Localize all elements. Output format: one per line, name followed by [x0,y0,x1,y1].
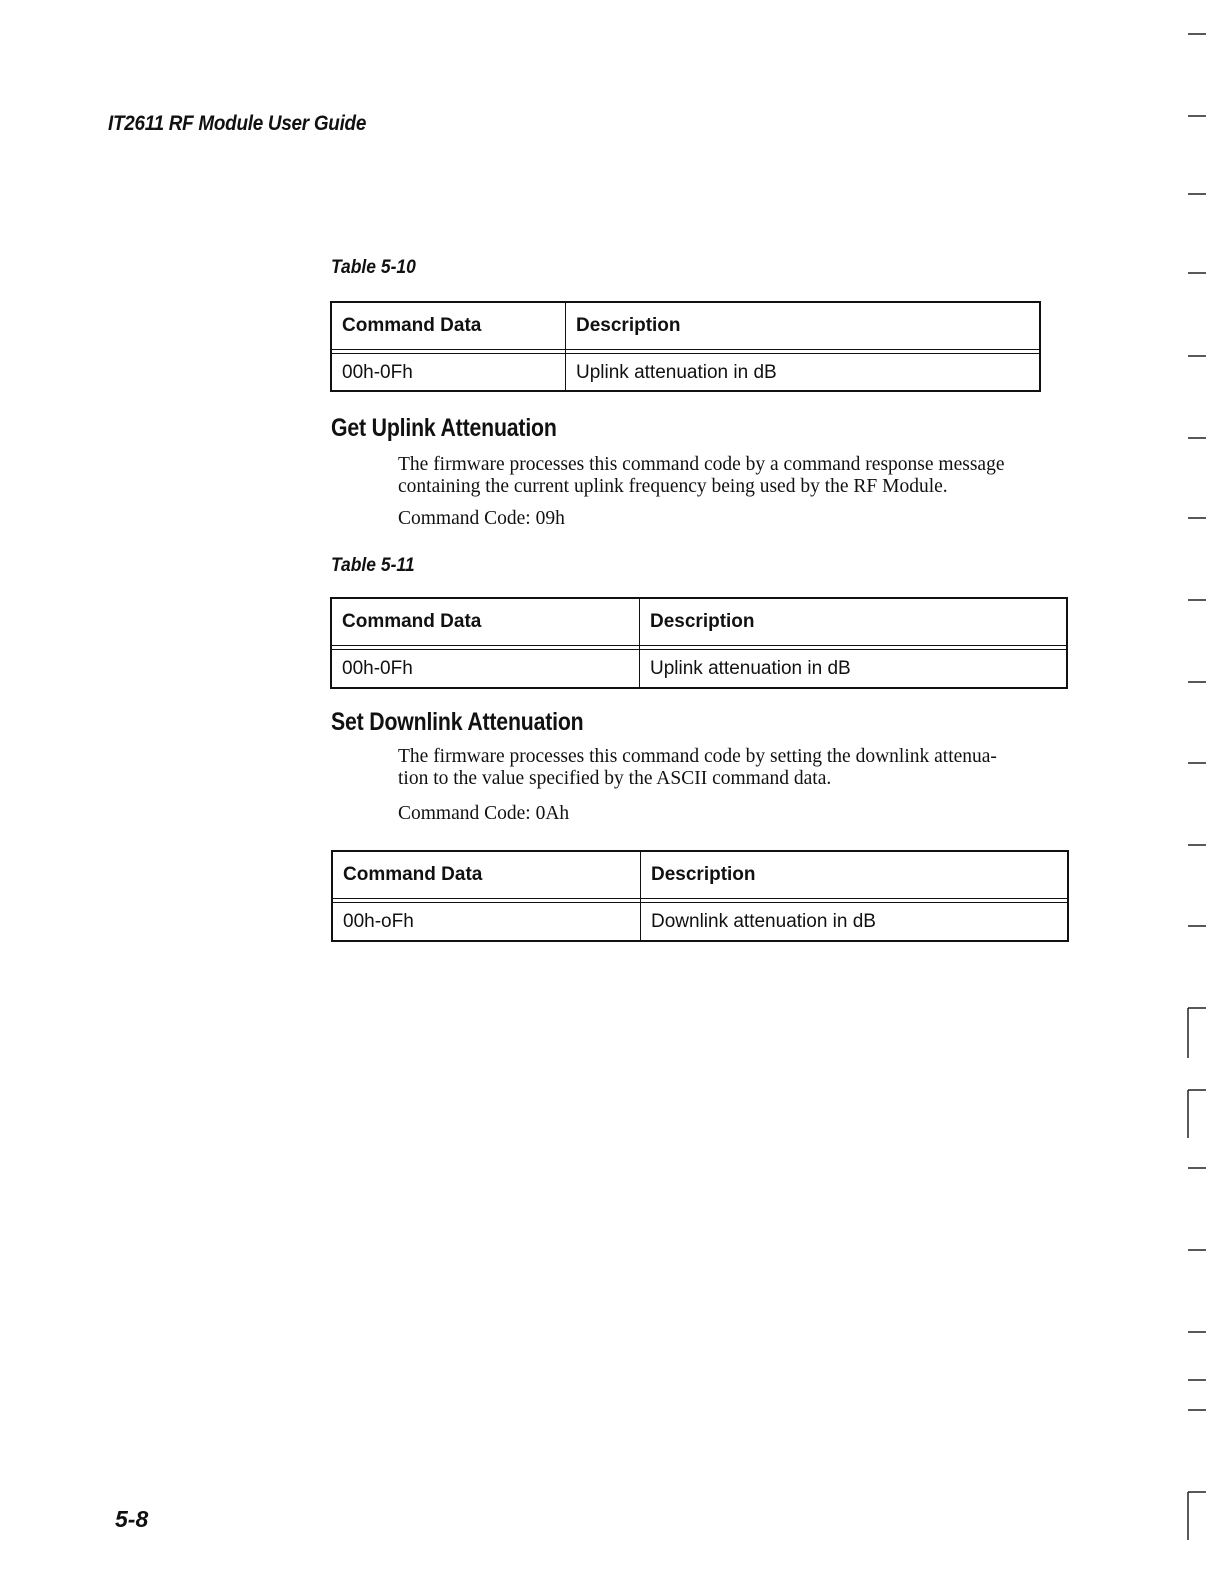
paragraph-line: tion to the value specified by the ASCII command data. [398,768,832,789]
cell-command-data: 00h-0Fh [342,361,413,383]
column-header-description: Description [651,864,756,885]
cell-description: Uplink attenuation in dB [650,658,851,679]
cell-command-data: 00h-oFh [343,911,414,932]
column-header-command-data: Command Data [343,864,483,885]
table-row [333,904,1067,940]
header-separator [333,898,1067,903]
section-paragraph [398,746,1110,790]
document-title: IT2611 RF Module User Guide [108,112,367,135]
paragraph-line: The firmware processes this command code by setting the downlink attenua- [398,746,997,767]
cell-description: Uplink attenuation in dB [576,361,777,383]
command-table-downlink [331,850,1069,942]
paragraph-line: containing the current uplink frequency being used by the RF Module. [398,476,948,497]
header-separator [332,645,1066,650]
page-number: 5-8 [115,1506,149,1532]
table-caption-5-10: Table 5-10 [331,257,416,278]
scan-edge-marks [1184,0,1224,1584]
table-header-row [333,852,1067,898]
paragraph-line: The firmware processes this command code by a command response message [398,454,1005,475]
table-row [332,651,1066,687]
command-table-5-10 [330,301,1041,392]
header-separator [332,349,1039,354]
column-header-description: Description [650,611,755,632]
section-heading-set-downlink-attenuation: Set Downlink Attenuation [331,708,584,736]
table-row [332,355,1039,390]
column-header-command-data: Command Data [342,611,482,632]
cell-command-data: 00h-0Fh [342,658,413,679]
table-caption-5-11: Table 5-11 [331,555,415,576]
command-code: Command Code: 09h [398,508,565,529]
cell-description: Downlink attenuation in dB [651,911,876,932]
column-header-command-data: Command Data [342,315,482,336]
command-code: Command Code: 0Ah [398,803,570,824]
section-paragraph [398,454,1110,498]
table-header-row [332,303,1039,349]
section-heading-get-uplink-attenuation: Get Uplink Attenuation [331,414,557,442]
command-table-5-11 [330,597,1068,689]
column-header-description: Description [576,315,681,336]
table-header-row [332,599,1066,645]
